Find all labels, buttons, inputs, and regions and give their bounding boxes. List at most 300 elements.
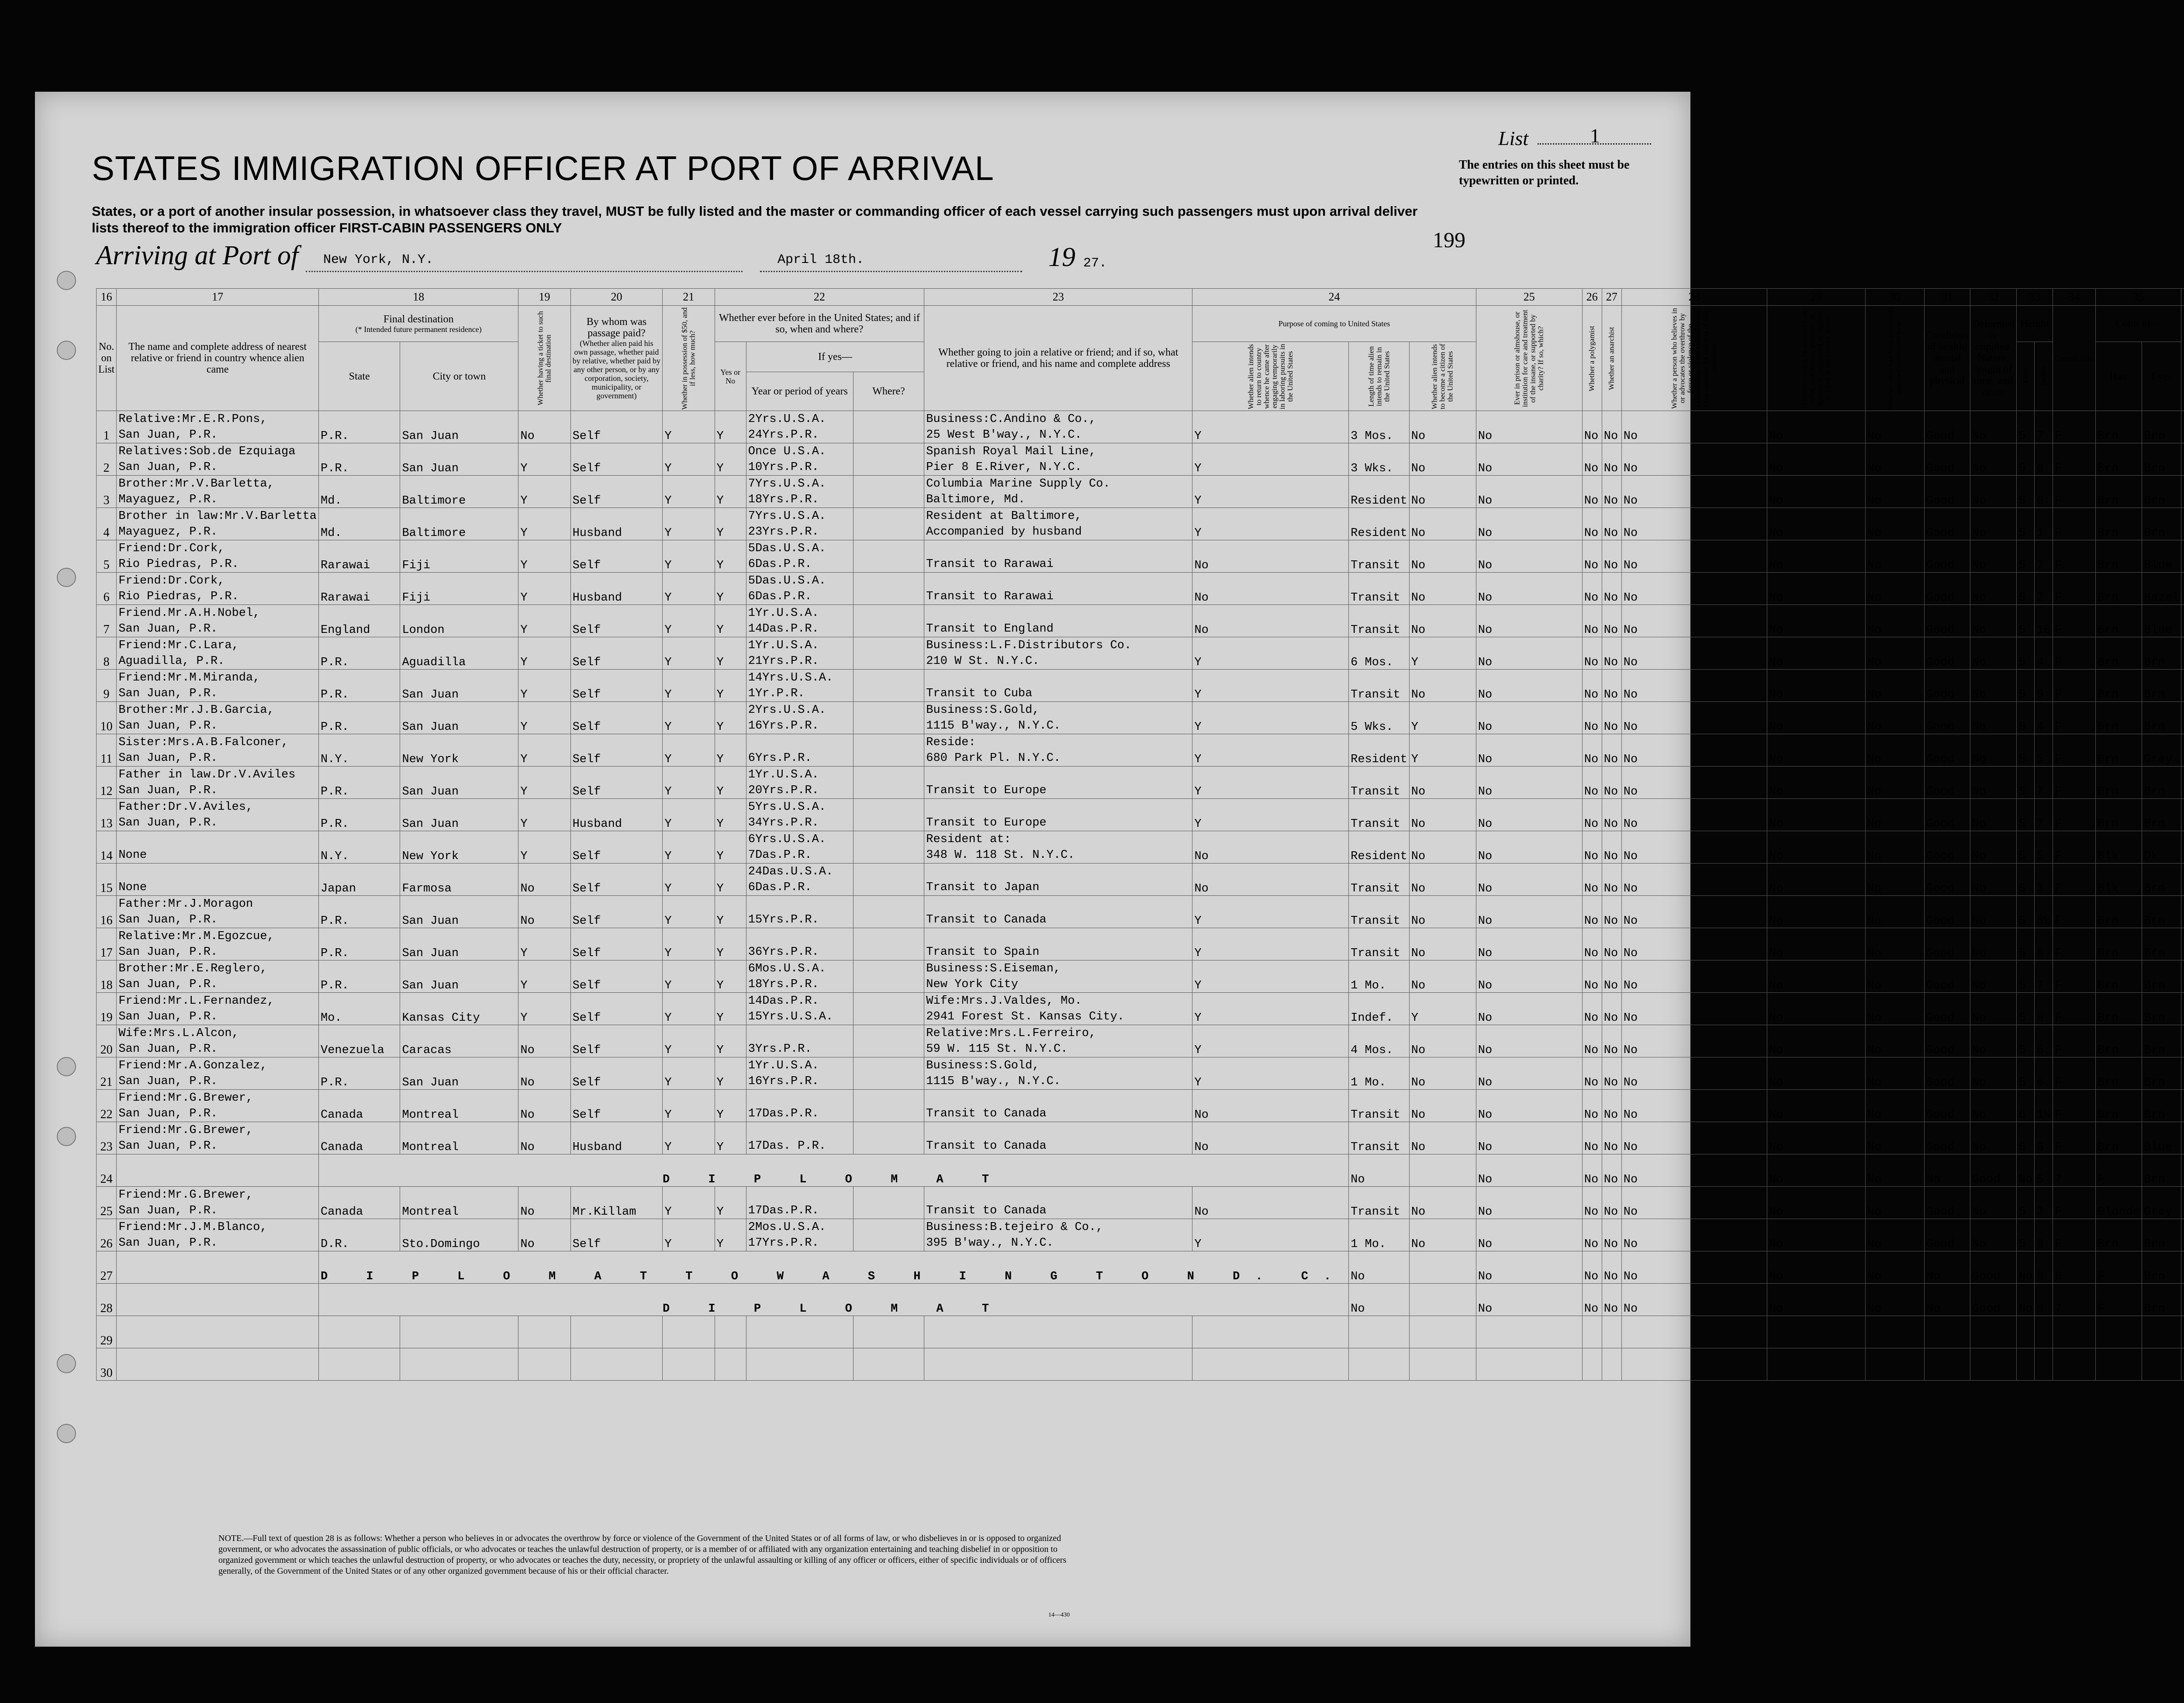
cell-relative-line: Father in law.Dr.V.Aviles [118,768,296,781]
cell-hair: Brn [2095,993,2142,1025]
cell-relative-line: San Juan, P.R. [118,946,218,959]
cell-where [853,702,924,734]
header-possession-50: Whether in possession of $50, and if less, how much? [663,306,715,411]
cell-yn: Y [715,1090,746,1122]
cell-years-line: 2Yrs.U.S.A. [748,413,826,426]
cell-eyes [2181,1154,2184,1187]
cell-c28: No [1621,767,1767,799]
cell-c28 [1621,1316,1767,1348]
cell-state: P.R. [319,767,400,799]
cell-pc: No [1409,443,1476,476]
cell-c26: No [1582,508,1602,540]
cell-joining-line: Wife:Mrs.J.Valdes, Mo. [926,995,1082,1008]
cell-c25: No [1476,928,1582,960]
cell-pc: No [1409,960,1476,993]
cell-city: San Juan [400,799,518,831]
cell-city: Fiji [400,573,518,605]
cell-c26: No [1582,573,1602,605]
cell-relative-line: Friend:Mr.J.M.Blanco, [118,1221,267,1234]
cell-ticket: No [518,864,570,896]
cell-yn: Y [715,799,746,831]
cell-in: 1 [2035,508,2053,540]
cell-relative-line: San Juan, P.R. [118,1043,218,1056]
cell-ft: 5 [2017,411,2035,443]
cell-c25: No [1476,1122,1582,1154]
cell-yn: Y [715,864,746,896]
cell-hair: Brn [2095,411,2142,443]
cell-poss: Y [663,670,715,702]
cell-relative [117,476,319,508]
cell-eyes: Blue [2142,540,2181,573]
cell-marks [2181,928,2184,960]
cell-joining [924,896,1192,928]
cell-pa: Y [1192,1219,1349,1251]
cell-pa [1192,1348,1349,1381]
cell-hair: Brn [2142,1154,2181,1187]
cell-ft: 5 [2017,637,2035,670]
cell-pb: 3 Mos. [1349,411,1410,443]
cell-pb [1409,1251,1476,1284]
cell-years [746,1187,853,1219]
cell-ft: 5 [2017,508,2035,540]
colnum: 20 [570,289,663,306]
cell-years [746,670,853,702]
cell-relative [117,767,319,799]
cell-c28: No [1621,1025,1767,1057]
cell-years [746,864,853,896]
cell-c29: No [1767,767,1865,799]
header-prison: Ever in prison or almshouse, or institution for care and treatment of the insane, or supported by charity? If so, which? [1476,306,1582,411]
cell-c30: No [1865,960,1924,993]
cell-ticket: No [518,1025,570,1057]
cell-paid: Self [570,443,663,476]
cell-eyes: Brn [2142,476,2181,508]
cell-joining-line: Reside: [926,736,976,749]
cell-joining [924,799,1192,831]
cell-relative-line: Relative:Mr.M.Egozcue, [118,930,274,943]
cell-pc: No [1409,670,1476,702]
cell-c30: No [1865,476,1924,508]
cell-city: Sto.Domingo [400,1219,518,1251]
cell-state: D.R. [319,1219,400,1251]
cell-c27: No [1602,1187,1621,1219]
cell-joining-line: 348 W. 118 St. N.Y.C. [926,849,1075,862]
cell-years-line: 24Das.U.S.A. [748,865,833,878]
cell-years-line: 5Das.U.S.A. [748,574,826,587]
cell-years-line: 7Yrs.U.S.A. [748,510,826,523]
port-value: New York, N.Y. [323,252,434,267]
cell-joining-line: Relative:Mrs.L.Ferreiro, [926,1027,1096,1040]
cell-c30: No [1865,831,1924,864]
cell-years [746,1219,853,1251]
cell-relative-line: Wife:Mrs.L.Alcon, [118,1027,239,1040]
header-anarchist: Whether an anarchist [1602,306,1621,411]
cell-c28: No [1621,573,1767,605]
manifest-table [96,288,2184,1381]
cell-city: San Juan [400,702,518,734]
cell-eyes: Brn [2142,1090,2181,1122]
cell-poss: Y [663,1090,715,1122]
cell-pc: No [1409,1025,1476,1057]
cell-pc: No [1409,1090,1476,1122]
cell-no: 29 [97,1316,117,1348]
cell-c29: No [1767,1090,1865,1122]
cell-relative-line: San Juan, P.R. [118,622,218,636]
cell-deformed: No [1970,443,2016,476]
cell-poss: Y [663,799,715,831]
cell-pb: 4 Mos. [1349,1025,1410,1057]
date-value: April 18th. [778,252,864,267]
cell-hair: Brn [2095,476,2142,508]
header-q30: Whether alien had been previously deported within one year [1865,306,1924,411]
cell-joining [924,508,1192,540]
cell-paid: Self [570,767,663,799]
cell-years-line: 2Mos.U.S.A. [748,1221,826,1234]
cell-cx: F [2053,702,2095,734]
cell-cx: F [2053,1025,2095,1057]
colnum: 34 [2053,289,2095,306]
cell-state: N.Y. [319,734,400,767]
cell-pb: Transit [1349,799,1410,831]
cell-where [853,1090,924,1122]
cell-relative-line: Friend:Mr.G.Brewer, [118,1188,253,1202]
cell-years-line: 23Yrs.P.R. [748,525,819,539]
cell-pc: No [1409,476,1476,508]
cell-marks [2181,1122,2184,1154]
cell-c27: No [1621,1284,1767,1316]
colnum: 23 [924,289,1192,306]
cell-hair: Blonde [2095,1187,2142,1219]
cell-paid: Self [570,540,663,573]
cell-pa: No [1349,1284,1410,1316]
cell-c28: No [1621,1219,1767,1251]
colnum: 32 [1970,289,2016,306]
cell-c28 [1621,1348,1767,1381]
cell-pc: No [1409,767,1476,799]
table-row [97,1025,2184,1057]
cell-c27: No [1602,411,1621,443]
cell-joining-line: 1115 B'way., N.Y.C. [926,1075,1061,1088]
cell-where [853,443,924,476]
cell-c26: No [1582,443,1602,476]
cell-pa: Y [1192,637,1349,670]
cell-c25: No [1476,476,1582,508]
cell-where [853,864,924,896]
cell-city [400,1348,518,1381]
cell-c26: No [1582,1122,1602,1154]
cell-in: 2 [2035,1187,2053,1219]
cell-in: 8½ [2035,896,2053,928]
cell-ft [2017,1316,2035,1348]
cell-c30: No [1865,1057,1924,1090]
header-no-on-list: No. on List [97,306,117,411]
cell-c29: No [1767,670,1865,702]
cell-ticket: Y [518,508,570,540]
colnum: 30 [1865,289,1924,306]
cell-c28: No [1621,960,1767,993]
cell-years [746,702,853,734]
cell-years [746,573,853,605]
colnum: 24 [1192,289,1476,306]
cell-pa: No [1192,864,1349,896]
cell-joining [924,540,1192,573]
cell-years [746,637,853,670]
colnum: 17 [117,289,319,306]
cell-ft: 5 [2017,1025,2035,1057]
cell-paid: Husband [570,508,663,540]
cell-poss: Y [663,928,715,960]
cell-relative-line: San Juan, P.R. [118,428,218,442]
cell-in: 7 [2035,411,2053,443]
cell-ft: 5 [2035,1284,2053,1316]
cell-hair: Brn [2095,702,2142,734]
cell-deformed: No [1970,540,2016,573]
cell-hair: Brn [2095,605,2142,637]
header-purpose-a: Whether alien intends to return to country whence he came after engaging temporarily in laboring pursuits in the United States [1192,342,1349,411]
cell-c29: No [1767,734,1865,767]
cell-cx: F [2053,443,2095,476]
cell-relative-line: San Juan, P.R. [118,1204,218,1217]
cell-state: P.R. [319,1057,400,1090]
intro-text: States, or a port of another insular possession, in whatsoever class they travel, MUST be fully listed and the master or commanding officer of each vessel carrying such passengers must upon arrival deliver lists thereof to the immigration officer FIRST-CABIN PASSENGERS ONLY [92,204,1418,235]
cell-in: 4 [2035,637,2053,670]
cell-where [853,928,924,960]
cell-joining-line: Transit to Canada [926,1204,1047,1217]
cell-state: N.Y. [319,831,400,864]
cell-hair [2095,1316,2142,1348]
cell-years-line: 2Yrs.U.S.A. [748,704,826,717]
cell-no: 30 [97,1348,117,1381]
cell-city: Caracas [400,1025,518,1057]
cell-in: 8 [2035,993,2053,1025]
cell-pa: Y [1192,670,1349,702]
header-hair: Hair [2095,342,2142,411]
cell-years-line: 14Yrs.U.S.A. [748,671,833,684]
cell-pb: Transit [1349,767,1410,799]
cell-joining-line: Transit to Europe [926,816,1047,829]
cell-blank1 [117,1154,319,1187]
cell-cx: F [2053,637,2095,670]
cell-state: Venezuela [319,1025,400,1057]
cell-years [746,767,853,799]
cell-pb: 1 Mo. [1349,960,1410,993]
header-joining: Whether going to join a relative or friend; and if so, what relative or friend, and his name and complete address [924,306,1192,411]
cell-city: Baltimore [400,476,518,508]
cell-diplomat: D I P L O M A T [319,1284,1349,1316]
cell-yn: Y [715,508,746,540]
cell-diplomat: D I P L O M A T [319,1154,1349,1187]
cell-yn: Y [715,1219,746,1251]
cell-joining-line: Pier 8 E.River, N.Y.C. [926,461,1082,474]
cell-health: Good [1924,476,1970,508]
cell-joining-line: Transit to Cuba [926,687,1033,700]
cell-pa: Y [1192,508,1349,540]
cell-years-line: 6Yrs.U.S.A. [748,833,826,846]
table-row [97,1348,2184,1381]
cell-pa: Y [1192,896,1349,928]
cell-hair: Brn [2095,670,2142,702]
cell-in: 5 [2035,831,2053,864]
cell-no: 11 [97,734,117,767]
cell-cx: F [2053,605,2095,637]
cell-health: Good [1924,1090,1970,1122]
cell-joining-line: Resident at Baltimore, [926,510,1082,523]
cell-pb: Transit [1349,540,1410,573]
cell-c29: No [1767,799,1865,831]
cell-eyes: Brn [2142,508,2181,540]
cell-c28: No [1621,799,1767,831]
cell-deformed: No [1970,508,2016,540]
cell-pb [1349,1316,1410,1348]
cell-deformed: No [1970,411,2016,443]
cell-years [746,799,853,831]
cell-health: Good [1924,411,1970,443]
table-row [97,476,2184,508]
header-marks [2181,306,2184,411]
cell-ticket: Y [518,734,570,767]
cell-c26: No [1582,896,1602,928]
cell-relative [117,831,319,864]
header-inches: Inches [2035,342,2053,411]
cell-relative-line: San Juan, P.R. [118,1075,218,1088]
cell-relative [117,1057,319,1090]
cell-c30: No [1865,443,1924,476]
cell-yn: Y [715,767,746,799]
cell-ticket [518,1348,570,1381]
cell-deformed: No [1970,928,2016,960]
page-title: STATES IMMIGRATION OFFICER AT PORT OF ARRIVAL [92,149,995,187]
cell-c27: No [1602,767,1621,799]
cell-state: Rarawai [319,573,400,605]
cell-c26: No [1582,831,1602,864]
cell-joining [924,767,1192,799]
header-passage-paid [570,306,663,411]
cell-cx: F [2053,831,2095,864]
table-row [97,637,2184,670]
cell-deformed: No [1970,767,2016,799]
cell-c30: No [1865,928,1924,960]
colnum: 21 [663,289,715,306]
cell-hair: Brn [2095,1122,2142,1154]
cell-c26: No [1582,864,1602,896]
cell-c30: No [1865,637,1924,670]
cell-pb: Indef. [1349,993,1410,1025]
cell-c30: No [1865,734,1924,767]
cell-c29: No [1767,637,1865,670]
cell-relative-line: None [118,881,147,894]
cell-ft: 5 [2017,1219,2035,1251]
cell-joining-line: Baltimore, Md. [926,493,1026,506]
cell-joining-line: Business:L.F.Distributors Co. [926,639,1132,652]
cell-pc: No [1476,1251,1582,1284]
cell-joining [924,960,1192,993]
cell-no: 1 [97,411,117,443]
cell-c27: No [1602,928,1621,960]
cell-pc [1409,1316,1476,1348]
cell-yn [715,1316,746,1348]
cell-relative-line [118,1316,317,1332]
cell-hair: Brn [2142,1284,2181,1316]
cell-paid: Self [570,1219,663,1251]
cell-relative-line: Relatives:Sob.de Ezquiaga [118,445,296,458]
cell-pa: No [1192,1090,1349,1122]
list-label: List [1498,127,1529,149]
cell-deformed: No [1970,1057,2016,1090]
table-row [97,1219,2184,1251]
cell-c25: No [1476,573,1582,605]
cell-relative [117,637,319,670]
cell-joining [924,1057,1192,1090]
cell-joining-line [926,1316,1190,1332]
cell-where [853,508,924,540]
cell-ticket: Y [518,540,570,573]
cell-c28: No [1621,476,1767,508]
cell-ft: 5 [2017,960,2035,993]
cell-ticket: No [518,1122,570,1154]
cell-marks [2181,702,2184,734]
cell-cx [2053,1316,2095,1348]
cell-years [746,411,853,443]
binder-hole [57,1127,76,1146]
cell-c26: No [1582,1057,1602,1090]
cell-c30: No [1924,1154,1970,1187]
cell-joining [924,1090,1192,1122]
cell-joining-line: Transit to Canada [926,1107,1047,1120]
cell-ft: 5 [2017,734,2035,767]
cell-eyes: Brn [2142,670,2181,702]
cell-relative-line [118,1364,317,1380]
cell-relative-line: Brother in law:Mr.V.Barletta [118,510,317,523]
cell-pb: Transit [1349,1090,1410,1122]
cell-deformed [1970,1316,2016,1348]
cell-years-line: 1Yr.U.S.A. [748,1059,819,1072]
cell-relative-line: San Juan, P.R. [118,784,218,797]
cell-no: 9 [97,670,117,702]
cell-where [853,831,924,864]
cell-relative-line: San Juan, P.R. [118,687,218,700]
cell-joining-line: Transit to Spain [926,946,1040,959]
cell-c27: No [1602,799,1621,831]
year-prefix: 19 [1048,242,1075,272]
cell-relative-line: Aguadilla, P.R. [118,655,225,668]
header-purpose-b: Length of time alien intends to remain in the United States [1349,342,1410,411]
cell-pa: Y [1192,960,1349,993]
cell-health: Good [1924,508,1970,540]
table-row [97,831,2184,864]
cell-joining [924,670,1192,702]
cell-ft: 5 [2017,1122,2035,1154]
cell-no: 26 [97,1219,117,1251]
cell-cx [2053,1348,2095,1381]
cell-state: Japan [319,864,400,896]
cell-marks [2181,1219,2184,1251]
cell-poss: Y [663,637,715,670]
cell-in: 8 [2035,928,2053,960]
cell-years-line: 5Yrs.U.S.A. [748,801,826,814]
colnum: 35 [2095,289,2181,306]
cell-state [319,1316,400,1348]
cell-city: San Juan [400,928,518,960]
cell-yn: Y [715,928,746,960]
cell-c30: No [1924,1284,1970,1316]
cell-relative [117,1187,319,1219]
cell-c29 [1767,1348,1865,1381]
cell-pa: Y [1192,443,1349,476]
cell-pa: No [1349,1251,1410,1284]
cell-in: 8 [2035,1219,2053,1251]
entries-note: The entries on this sheet must be typewritten or printed. [1459,158,1630,187]
cell-c26: No [1582,799,1602,831]
